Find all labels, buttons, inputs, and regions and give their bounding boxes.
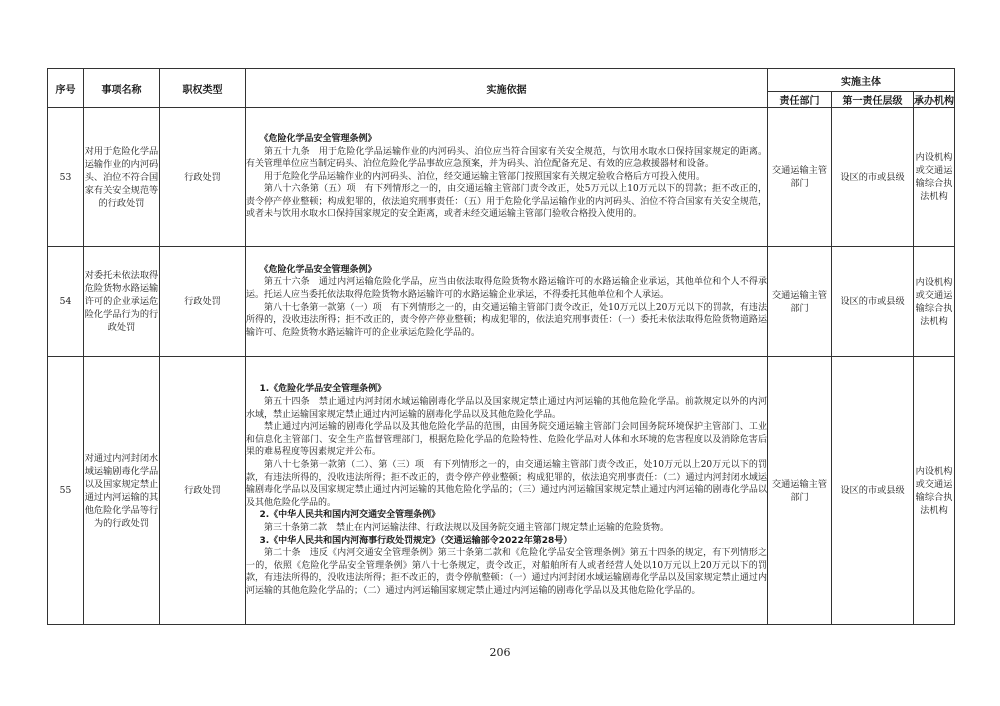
table-row bbox=[48, 108, 955, 247]
basis-paragraph: 第五十四条 禁止通过内河封闭水域运输剧毒化学品以及国家规定禁止通过内河运输的其他危险化学品。前款规定以外的内河水域，禁止运输国家规定禁止通过内河运输的剧毒化学品以及其他危险化学品。 bbox=[246, 397, 767, 420]
basis-paragraph: 第三十条第二款 禁止在内河运输法律、行政法规以及国务院交通主管部门规定禁止运输的危险货物。 bbox=[264, 522, 670, 533]
row-power-type: 行政处罚 bbox=[160, 357, 246, 625]
basis-paragraph: 第二十条 违反《内河交通安全管理条例》第三十条第二款和《危险化学品安全管理条例》第五十四条的规定，有下列情形之一的，依照《危险化学品安全管理条例》第八十七条规定，责令改正，对船舶所有人或者经营人处以10万元以上20万元以下的罚款，有违法所得的，没收违法所得；拒不改正的，责令停航整顿：（一）通过内河封闭水域运输剧毒化学品以及国家规定禁止通过内河运输的其他危险化学品的；（二）通过内河运输国家规定禁止通过内河运输的剧毒化学品以及其他危险化学品的。 bbox=[246, 548, 767, 596]
regulation-table bbox=[47, 68, 955, 625]
basis-title: 《危险化学品安全管理条例》 bbox=[259, 264, 377, 275]
header-basis: 实施依据 bbox=[246, 69, 768, 108]
row-dept: 交通运输主管部门 bbox=[768, 357, 832, 625]
row-item-name: 对委托未依法取得危险货物水路运输许可的企业承运危险化学品行为的行政处罚 bbox=[84, 247, 160, 357]
row-item-name: 对通过内河封闭水域运输剧毒化学品以及国家规定禁止通过内河运输的其他危险化学品等行为的行政处罚 bbox=[84, 357, 160, 625]
row-item-name: 对用于危险化学品运输作业的内河码头、泊位不符合国家有关安全规范等的行政处罚 bbox=[84, 108, 160, 247]
basis-paragraph: 第八十七条第一款第（二）、第（三）项 有下列情形之一的，由交通运输主管部门责令改正，处10万元以上20万元以下的罚款，有违法所得的，没收违法所得；拒不改正的，责令停产停业整顿；构成犯罪的，依法追究刑事责任：（二）通过内河封闭水域运输剧毒化学品以及国家规定禁止通过内河运输的其他危险化学品的；（三）通过内河运输国家规定禁止通过内河运输的剧毒化学品以及其他危险化学品的。 bbox=[246, 460, 767, 508]
row-dept: 交通运输主管部门 bbox=[768, 108, 832, 247]
header-item-name: 事项名称 bbox=[84, 69, 160, 108]
row-level: 设区的市或县级 bbox=[832, 108, 914, 247]
row-level: 设区的市或县级 bbox=[832, 247, 914, 357]
row-basis bbox=[246, 108, 768, 247]
table-row bbox=[48, 247, 955, 357]
header-seq: 序号 bbox=[48, 69, 84, 108]
row-basis bbox=[246, 247, 768, 357]
basis-paragraph: 第八十七条第一款第（一）项 有下列情形之一的，由交通运输主管部门责令改正，处10万元以上20万元以下的罚款，有违法所得的，没收违法所得；拒不改正的，责令停产停业整顿；构成犯罪的，依法追究刑事责任：（一）委托未依法取得危险货物道路运输许可、危险货物水路运输许可的企业承运危险化学品的。 bbox=[246, 302, 767, 338]
row-dept: 交通运输主管部门 bbox=[768, 247, 832, 357]
row-org: 内设机构或交通运输综合执法机构 bbox=[914, 357, 955, 625]
row-power-type: 行政处罚 bbox=[160, 108, 246, 247]
header-org: 承办机构 bbox=[914, 92, 955, 108]
row-basis bbox=[246, 357, 768, 625]
basis-title: 《危险化学品安全管理条例》 bbox=[259, 133, 377, 144]
basis-paragraph: 用于危险化学品运输作业的内河码头、泊位，经交通运输主管部门按照国家有关规定验收合格后方可投入使用。 bbox=[264, 171, 706, 182]
basis-title: 2.《中华人民共和国内河交通安全管理条例》 bbox=[259, 510, 441, 521]
row-power-type: 行政处罚 bbox=[160, 247, 246, 357]
basis-paragraph: 第五十九条 用于危险化学品运输作业的内河码头、泊位应当符合国家有关安全规范，与饮用水取水口保持国家规定的距离。有关管理单位应当制定码头、泊位危险化学品事故应急预案，并为码头、泊位配备充足、有效的应急救援器材和设备。 bbox=[246, 146, 767, 170]
header-power-type: 职权类型 bbox=[160, 69, 246, 108]
table-row bbox=[48, 357, 955, 625]
basis-paragraph: 禁止通过内河运输的剧毒化学品以及其他危险化学品的范围，由国务院交通运输主管部门会同国务院环境保护主管部门、工业和信息化主管部门、安全生产监督管理部门，根据危险化学品的危险特性、危险化学品对人体和水环境的危害程度以及消除危害后果的难易程度等因素规定并公布。 bbox=[246, 422, 767, 458]
basis-paragraph: 第五十六条 通过内河运输危险化学品，应当由依法取得危险货物水路运输许可的水路运输企业承运，其他单位和个人不得承运。托运人应当委托依法取得危险货物水路运输许可的水路运输企业承运，不得委托其他单位和个人承运。 bbox=[246, 277, 767, 300]
page-number: 206 bbox=[489, 646, 511, 659]
header-dept: 责任部门 bbox=[768, 92, 832, 108]
row-org: 内设机构或交通运输综合执法机构 bbox=[914, 247, 955, 357]
row-seq: 55 bbox=[48, 357, 84, 625]
header-level: 第一责任层级 bbox=[832, 92, 914, 108]
row-level: 设区的市或县级 bbox=[832, 357, 914, 625]
row-seq: 54 bbox=[48, 247, 84, 357]
row-org: 内设机构或交通运输综合执法机构 bbox=[914, 108, 955, 247]
basis-paragraph: 第八十六条第（五）项 有下列情形之一的，由交通运输主管部门责令改正，处5万元以上10万元以下的罚款；拒不改正的，责令停产停业整顿；构成犯罪的，依法追究刑事责任：（五）用于危险化学品运输作业的内河码头、泊位不符合国家有关安全规范，或者未与饮用水取水口保持国家规定的安全距离，或者未经交通运输主管部门验收合格投入使用的。 bbox=[246, 184, 767, 220]
basis-title: 3.《中华人民共和国内河海事行政处罚规定》（交通运输部令2022年第28号） bbox=[259, 535, 573, 546]
header-subject: 实施主体 bbox=[768, 69, 955, 92]
basis-title: 1.《危险化学品安全管理条例》 bbox=[259, 384, 387, 395]
row-seq: 53 bbox=[48, 108, 84, 247]
